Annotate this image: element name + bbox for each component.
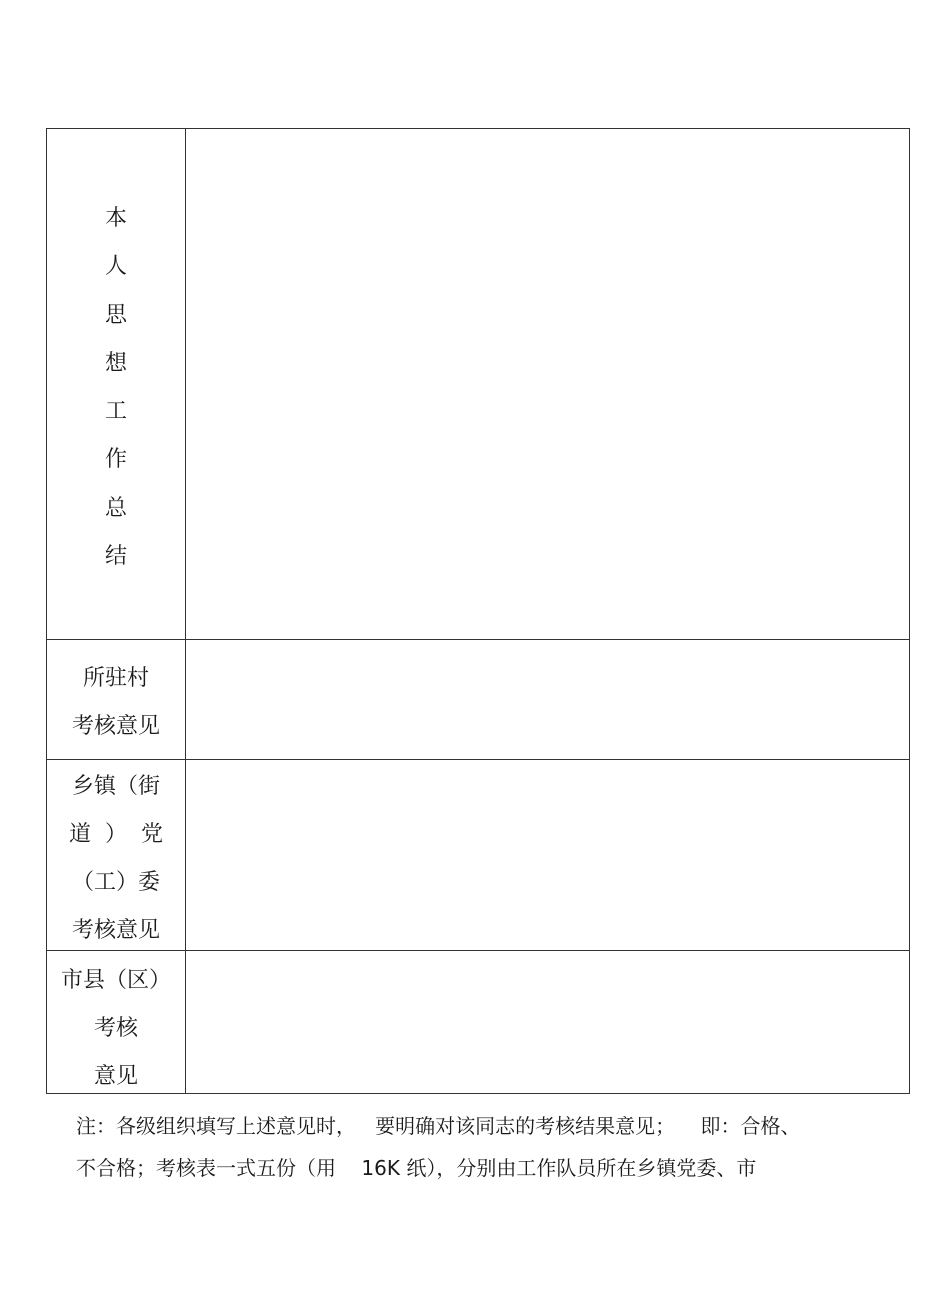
label-char: 想 <box>104 350 127 376</box>
label-line: 市县（区） <box>60 968 171 993</box>
label-char: 思 <box>104 302 127 328</box>
label-line: 乡镇（街 <box>71 774 160 799</box>
assessment-form-table <box>46 128 910 1094</box>
township-opinion-field[interactable] <box>186 760 909 950</box>
village-opinion-field[interactable] <box>186 640 909 759</box>
note-line-1: 注：各级组织填写上述意见时， 要明确对该同志的考核结果意见； 即：合格、 <box>76 1114 801 1138</box>
label-line: 考核意见 <box>71 714 160 739</box>
label-line: 考核意见 <box>71 918 160 943</box>
self-summary-field[interactable] <box>186 129 909 639</box>
label-char: 总 <box>104 495 127 521</box>
city-county-opinion-field[interactable] <box>186 951 909 1093</box>
self-summary-label <box>47 195 185 581</box>
label-char: 结 <box>104 544 127 570</box>
label-char: 本 <box>104 206 127 231</box>
label-line: 道 ） 党 <box>69 822 163 847</box>
note-line-2: 不合格；考核表一式五份（用 16K 纸），分别由工作队员所在乡镇党委、市 <box>76 1156 757 1180</box>
township-opinion-label <box>47 763 185 955</box>
village-opinion-label <box>47 655 185 751</box>
label-line: 所驻村 <box>82 666 149 691</box>
label-line: 考核 <box>93 1016 138 1041</box>
label-line: （工）委 <box>71 870 160 895</box>
label-char: 工 <box>104 399 127 425</box>
label-char: 人 <box>104 254 127 280</box>
city-county-opinion-label <box>47 957 185 1101</box>
label-char: 作 <box>104 447 127 473</box>
label-line: 意见 <box>93 1064 138 1089</box>
